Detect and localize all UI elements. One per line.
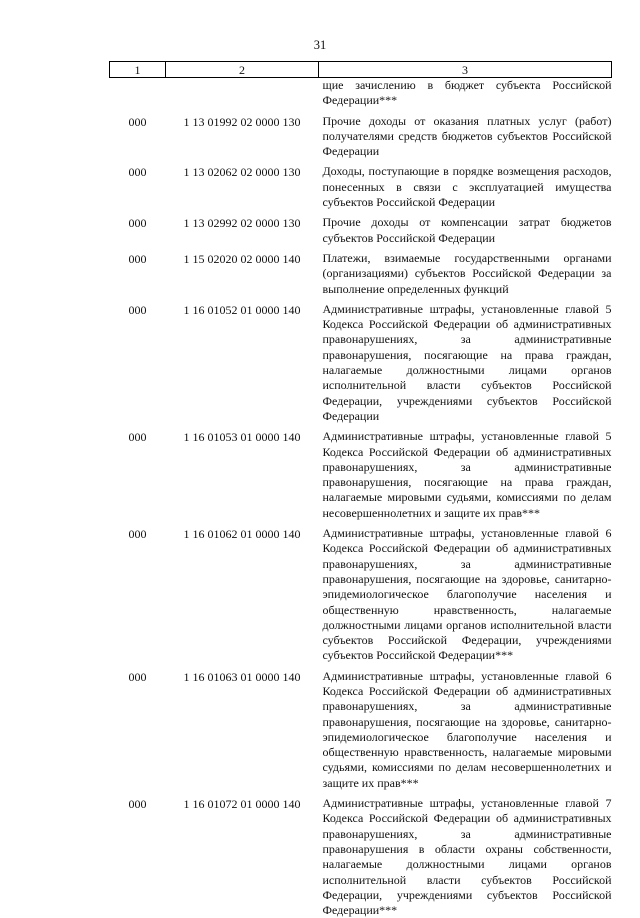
table-row bbox=[110, 302, 612, 429]
revenue-description: Доходы, поступающие в порядке возмещения расходов, понесенных в связи с эксплуатацией имущества субъектов Российской Федерации bbox=[322, 164, 612, 210]
revenue-description: Административные штрафы, установленные главой 5 Кодекса Российской Федерации об административных правонарушениях, за административные правонарушения, посягающие на права граждан, налагаемые должностными лицами органов исполнительной власти субъектов Российской Федерации, учреждениями субъектов Российской Федерации bbox=[322, 301, 612, 423]
table-row bbox=[110, 114, 612, 165]
page-number: 31 bbox=[313, 38, 327, 52]
revenue-description: Прочие доходы от оказания платных услуг (работ) получателями средств бюджетов субъектов Российской Федерации bbox=[322, 113, 612, 159]
budget-classification-code: 1 16 01052 01 0000 140 bbox=[183, 302, 301, 317]
continuation-text: щие зачислению в бюджет субъекта Российской Федерации*** bbox=[322, 78, 612, 108]
admin-code: 000 bbox=[128, 251, 147, 266]
admin-code: 000 bbox=[128, 165, 147, 180]
table-row bbox=[110, 796, 612, 918]
admin-code: 000 bbox=[128, 216, 147, 231]
budget-classification-code: 1 15 02020 02 0000 140 bbox=[183, 251, 301, 266]
admin-code: 000 bbox=[128, 527, 147, 542]
column-header-1: 1 bbox=[110, 62, 166, 78]
table-row bbox=[110, 251, 612, 302]
admin-code: 000 bbox=[128, 114, 147, 129]
revenue-description: Административные штрафы, установленные главой 6 Кодекса Российской Федерации об административных правонарушениях, за административные правонарушения, посягающие на здоровье, санитарно-эпидемиологическое благополучие населения и общественную нравственность, налагаемые мировыми судьями, комиссиями по делам несовершеннолетних и защите их прав*** bbox=[322, 668, 612, 790]
table-row bbox=[110, 669, 612, 796]
table-row bbox=[110, 526, 612, 669]
revenue-description: Административные штрафы, установленные главой 7 Кодекса Российской Федерации об административных правонарушениях, за административные правонарушения в области охраны собственности, налагаемые должностными лицами органов исполнительной власти субъектов Российской Федерации, учреждениями субъектов Российской Федерации*** bbox=[322, 796, 612, 918]
budget-classification-code: 1 16 01072 01 0000 140 bbox=[183, 797, 301, 812]
revenue-description: Административные штрафы, установленные главой 5 Кодекса Российской Федерации об административных правонарушениях, за административные правонарушения, посягающие на права граждан, налагаемые мировыми судьями, комиссиями по делам несовершеннолетних и защите их прав*** bbox=[322, 429, 612, 520]
table-row bbox=[110, 164, 612, 215]
admin-code: 000 bbox=[128, 669, 147, 684]
table-row bbox=[110, 429, 612, 526]
admin-code: 000 bbox=[128, 797, 147, 812]
budget-classification-code: 1 16 01062 01 0000 140 bbox=[183, 527, 301, 542]
revenue-description: Платежи, взимаемые государственными органами (организациями) субъектов Российской Федерации за выполнение определенных функций bbox=[322, 250, 612, 296]
budget-classification-code: 1 13 01992 02 0000 130 bbox=[183, 114, 301, 129]
budget-classification-code: 1 16 01063 01 0000 140 bbox=[183, 669, 301, 684]
revenue-description: Административные штрафы, установленные главой 6 Кодекса Российской Федерации об административных правонарушениях, за административные правонарушения, посягающие на здоровье, санитарно-эпидемиологическое благополучие населения и общественную нравственность, налагаемые должностными лицами органов исполнительной власти субъектов Российской Федерации, учреждениями субъектов Российской Федерации*** bbox=[322, 526, 612, 663]
continuation-row bbox=[110, 78, 612, 114]
budget-classification-code: 1 13 02992 02 0000 130 bbox=[183, 216, 301, 231]
revenue-description: Прочие доходы от компенсации затрат бюджетов субъектов Российской Федерации bbox=[322, 215, 612, 245]
budget-classification-code: 1 16 01053 01 0000 140 bbox=[183, 430, 301, 445]
column-header-2: 2 bbox=[166, 62, 319, 78]
table-header-row bbox=[110, 62, 612, 78]
budget-classification-code: 1 13 02062 02 0000 130 bbox=[183, 165, 301, 180]
table-row bbox=[110, 215, 612, 251]
admin-code: 000 bbox=[128, 302, 147, 317]
column-header-3: 3 bbox=[319, 62, 612, 78]
budget-revenue-table bbox=[109, 61, 612, 918]
admin-code: 000 bbox=[128, 430, 147, 445]
